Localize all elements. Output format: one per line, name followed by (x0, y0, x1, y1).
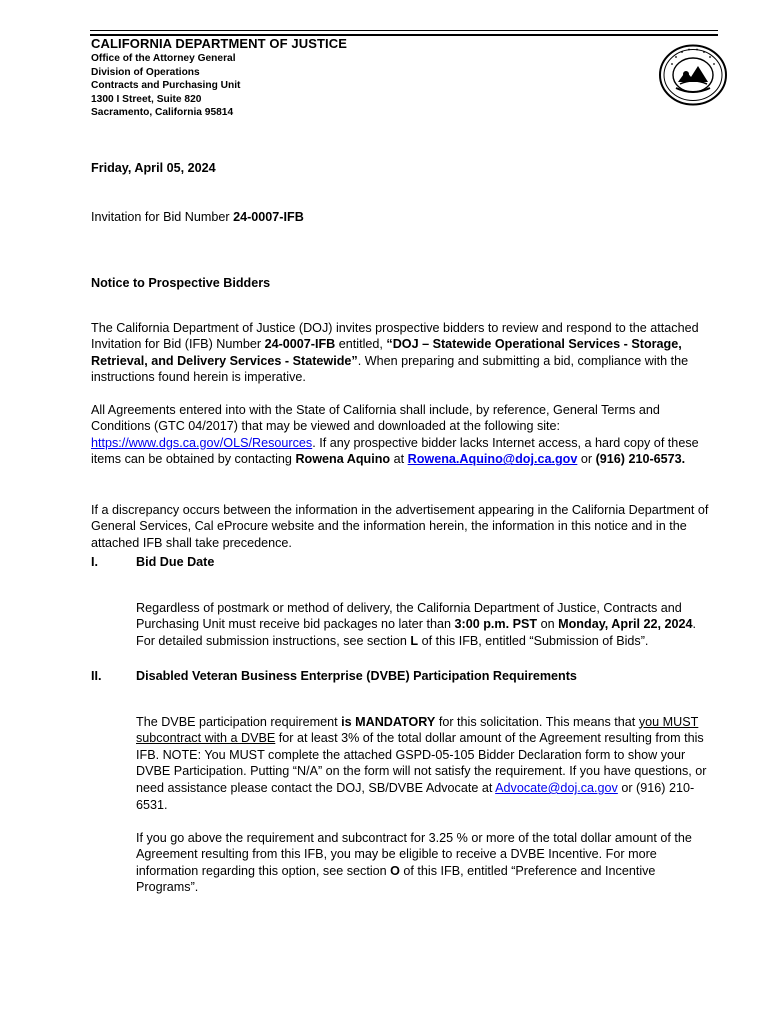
text-run: for at least 3% of the total dollar amount of the Agreement resulting from this IFB. NOTE: You MUST complete the attached GSPD-05-105 Bidder Declaration form to show your DVBE Participation. Putting “N/A” on the form will not satisfy the requirement. If you have questions, or need assistance please contact the DOJ, SB/DVBE Advocate at (136, 731, 707, 795)
section-2-title: Disabled Veteran Business Enterprise (DVBE) Participation Requirements (136, 669, 577, 683)
ifb-number: 24-0007-IFB (233, 210, 304, 224)
bid-due-paragraph (136, 600, 716, 650)
address-line: Division of Operations (91, 66, 200, 78)
section-1-title: Bid Due Date (136, 555, 215, 569)
text-run: for this solicitation. This means that (435, 714, 639, 729)
text-run: If you go above the requirement and subcontract for 3.25 % or more of the total dollar amount of the Agreement resulting from this IFB, you may be eligible to receive a DVBE Incentive. For more information regarding this option, see section (136, 830, 692, 878)
agreements-paragraph (91, 402, 711, 468)
dvbe-requirement-paragraph (136, 714, 716, 814)
text-run: . When preparing and submitting a bid, compliance with the instructions found herein is imperative. (91, 353, 689, 385)
text-run: or (577, 452, 596, 467)
section-ref: O (390, 863, 400, 878)
ifb-title: “DOJ – Statewide Operational Services - Storage, Retrieval, and Delivery Services - Statewide” (91, 337, 682, 368)
notice-heading: Notice to Prospective Bidders (91, 276, 271, 290)
text-run: of this IFB, entitled “Submission of Bids”. (418, 633, 649, 648)
dgs-resources-link[interactable]: https://www.dgs.ca.gov/OLS/Resources (91, 435, 313, 450)
text-run: Regardless of postmark or method of delivery, the California Department of Justice, Contracts and Purchasing Unit must receive bid packages no later than (136, 600, 682, 632)
address-line: Office of the Attorney General (91, 53, 236, 64)
text-run: of this IFB, entitled “Preference and Incentive Programs”. (136, 863, 656, 895)
text-run: The California Department of Justice (DOJ) invites prospective bidders to review and respond to the attached Invitation for Bid (IFB) Number (91, 320, 699, 352)
ifb-number-line (91, 209, 711, 226)
letter-date: Friday, April 05, 2024 (91, 161, 216, 175)
dvbe-incentive-paragraph (136, 830, 716, 896)
header-rule-thin (90, 30, 718, 31)
advocate-email-link[interactable]: Advocate@doj.ca.gov (495, 780, 618, 795)
state-seal-icon (658, 44, 728, 106)
text-run: . If any prospective bidder lacks Internet access, a hard copy of these items can be obtained by contacting (91, 435, 699, 467)
address-line: Sacramento, California 95814 (91, 107, 234, 119)
contact-name: Rowena Aquino (295, 452, 391, 467)
agency-address-block (91, 52, 240, 120)
text-run: at (390, 452, 408, 467)
ifb-label: Invitation for Bid Number (91, 210, 234, 224)
text-run: entitled, (335, 337, 387, 352)
contact-email-link[interactable]: Rowena.Aquino@doj.ca.gov (407, 452, 578, 467)
discrepancy-paragraph: If a discrepancy occurs between the information in the advertisement appearing in the California Department of General Services, Cal eProcure website and the information herein, the information in this notice and in the attached IFB shall take precedence. (91, 502, 709, 550)
address-line: 1300 I Street, Suite 820 (91, 93, 202, 105)
section-2-number: II. (91, 669, 102, 683)
text-run: on (537, 617, 559, 632)
mandatory-text: is MANDATORY (341, 714, 436, 729)
section-ref: L (410, 633, 419, 648)
address-line: Contracts and Purchasing Unit (91, 80, 241, 92)
text-run: The DVBE participation requirement (136, 714, 342, 729)
text-run: All Agreements entered into with the State of California shall include, by reference, General Terms and Conditions (GTC 04/2017) that may be viewed and downloaded at the following site: (91, 402, 660, 434)
text-run: or (916) 210-6531. (136, 780, 695, 812)
due-date: Monday, April 22, 2024 (558, 617, 693, 632)
section-1-number: I. (91, 555, 98, 569)
contact-phone: (916) 210-6573. (595, 452, 686, 467)
must-subcontract-text: you MUST subcontract with a DVBE (136, 714, 699, 746)
intro-paragraph (91, 320, 711, 386)
text-run: . For detailed submission instructions, see section (136, 617, 697, 648)
due-time: 3:00 p.m. PST (454, 617, 538, 632)
agency-title: CALIFORNIA DEPARTMENT OF JUSTICE (91, 36, 347, 51)
ifb-number-inline: 24-0007-IFB (264, 337, 336, 352)
